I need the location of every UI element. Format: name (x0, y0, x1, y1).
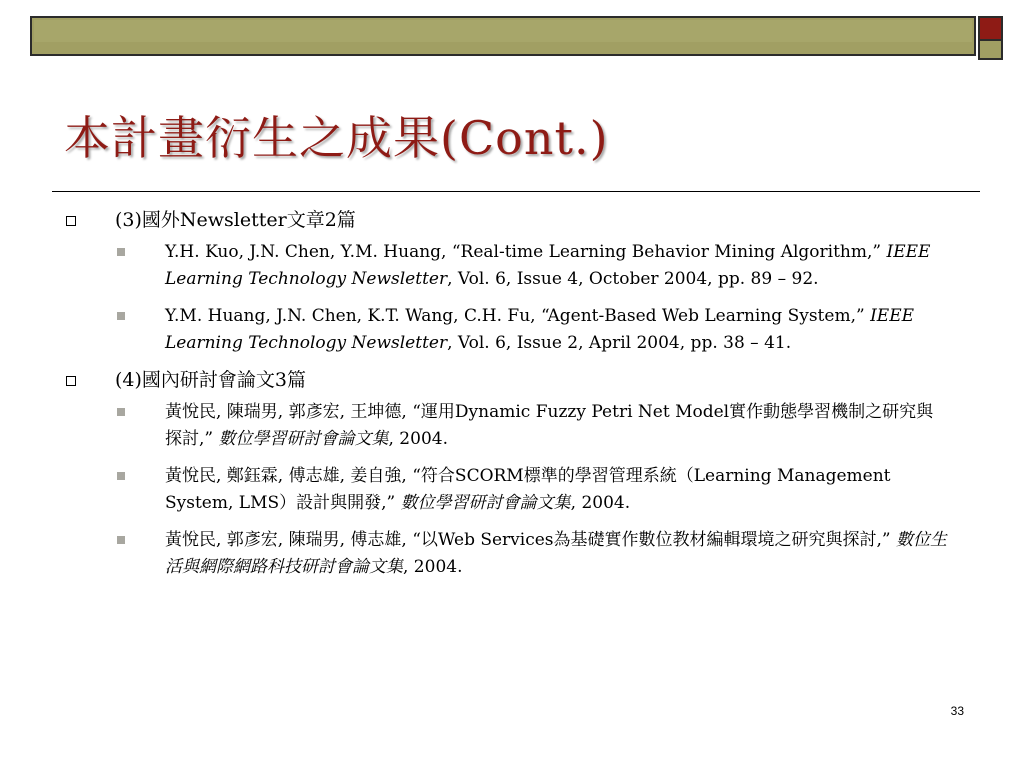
reference-text: 黃悅民, 陳瑞男, 郭彥宏, 王坤德, “運用Dynamic Fuzzy Petri Net Model實作動態學習機制之研究與探討,” (165, 402, 934, 449)
title-divider (52, 191, 980, 192)
reference-text: Y.H. Kuo, J.N. Chen, Y.M. Huang, “Real-time Learning Behavior Mining Algorithm,” (165, 242, 887, 262)
slide-title: 本計畫衍生之成果(Cont.) (64, 111, 609, 165)
top-decor-olive-square (978, 41, 1003, 60)
reference-item (60, 527, 950, 581)
reference-details: , 2004. (388, 429, 448, 449)
square-bullet-icon (117, 472, 125, 480)
square-bullet-icon (117, 248, 125, 256)
top-decor-bar-highlight (34, 20, 972, 42)
page-number: 33 (950, 704, 964, 718)
square-bullet-icon (117, 536, 125, 544)
hollow-square-bullet-icon (66, 376, 76, 386)
reference-venue: IEEE Learning Technology Newsletter (165, 242, 931, 289)
reference-text: Y.M. Huang, J.N. Chen, K.T. Wang, C.H. Fu, “Agent-Based Web Learning System,” (165, 306, 871, 326)
reference-details: , 2004. (403, 557, 463, 577)
square-bullet-icon (117, 408, 125, 416)
slide-content (60, 207, 960, 591)
reference-details: , 2004. (570, 493, 631, 513)
reference-text: 黃悅民, 郭彥宏, 陳瑞男, 傅志雄, “以Web Services為基礎實作數位教材編輯環境之研究與探討,” (165, 530, 897, 550)
section-heading-text: (3)國外Newsletter文章2篇 (115, 209, 356, 231)
section-heading (60, 207, 960, 233)
reference-details: , Vol. 6, Issue 4, October 2004, pp. 89 – 92. (447, 269, 819, 289)
reference-venue: 數位學習研討會論文集 (400, 493, 571, 513)
reference-item (60, 399, 950, 453)
reference-item (60, 303, 950, 357)
top-decor-bar (30, 16, 976, 56)
reference-venue: 數位生活與網際網路科技研討會論文集 (165, 530, 948, 577)
reference-item (60, 463, 950, 517)
section-heading (60, 367, 960, 393)
top-decor-red-square (978, 16, 1003, 41)
reference-venue: 數位學習研討會論文集 (218, 429, 389, 449)
reference-text: 黃悅民, 鄭鈺霖, 傅志雄, 姜自強, “符合SCORM標準的學習管理系統（Learning Management System, LMS）設計與開發,” (165, 466, 891, 513)
reference-venue: IEEE Learning Technology Newsletter (165, 306, 915, 353)
reference-item (60, 239, 950, 293)
hollow-square-bullet-icon (66, 216, 76, 226)
reference-details: , Vol. 6, Issue 2, April 2004, pp. 38 – 41. (447, 333, 792, 353)
square-bullet-icon (117, 312, 125, 320)
section-heading-text: (4)國內研討會論文3篇 (115, 369, 307, 391)
